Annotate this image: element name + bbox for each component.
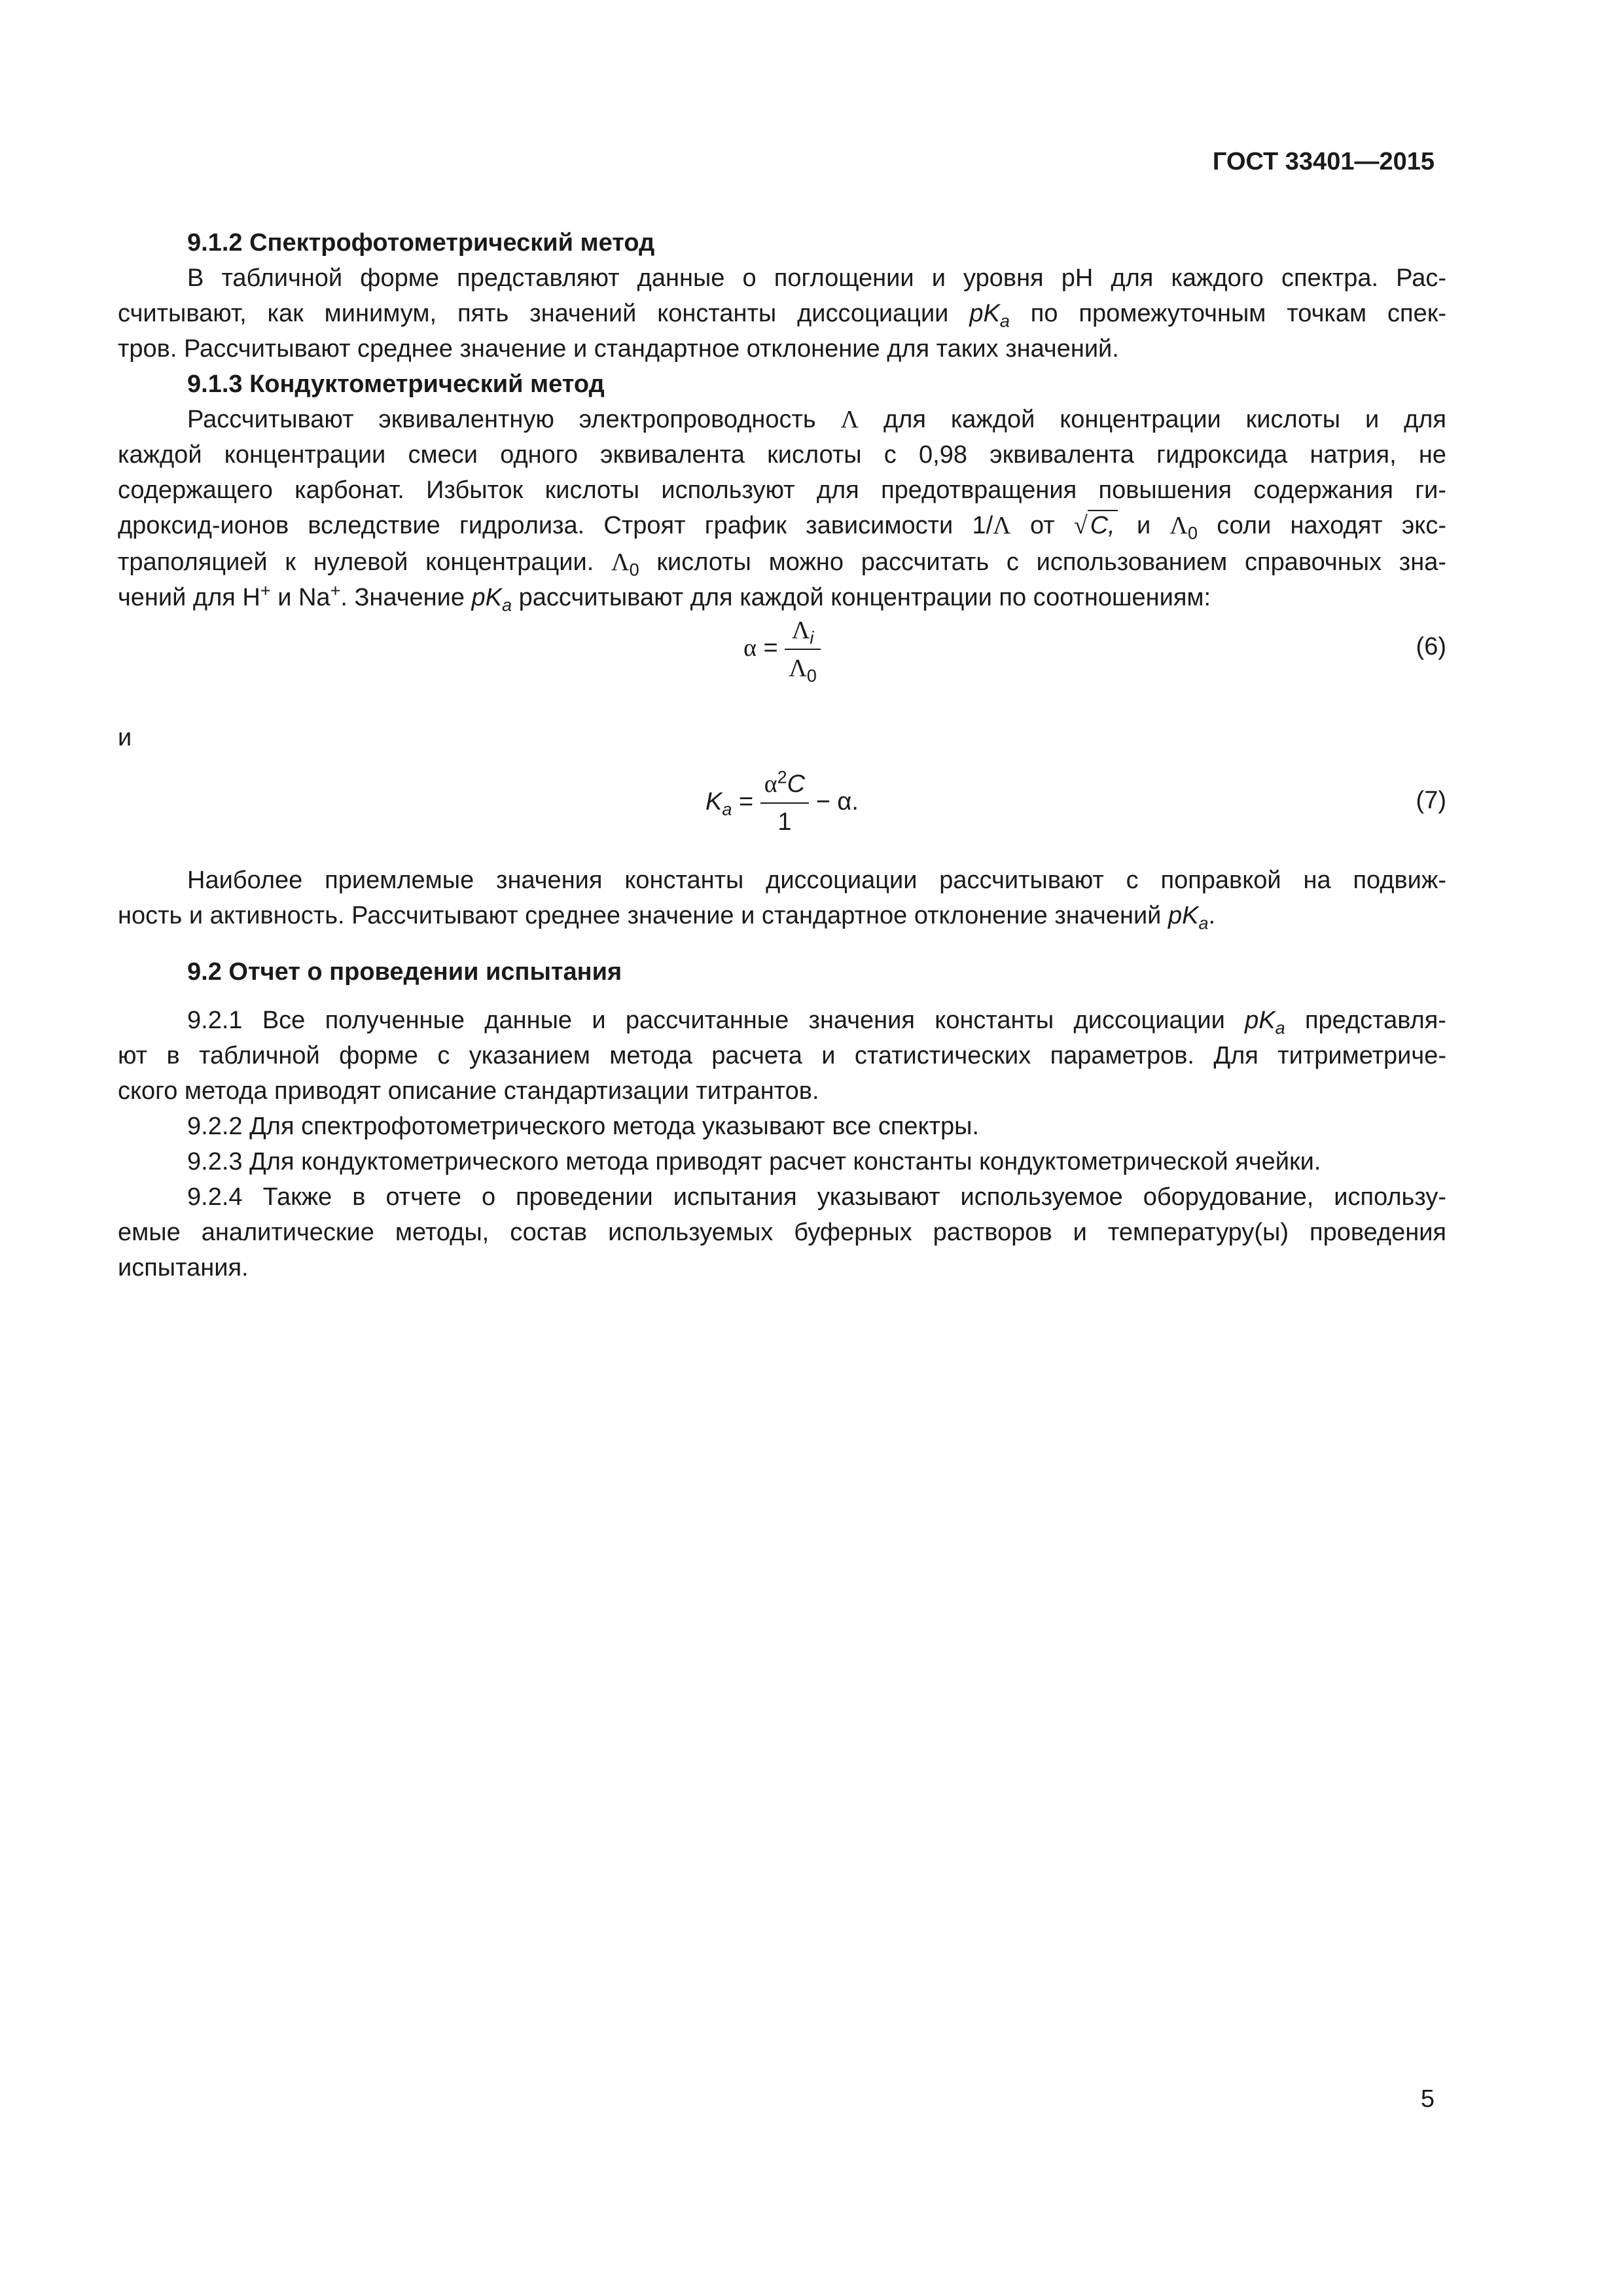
paragraph-line: 9.2.1 Все полученные данные и рассчитанные значения константы диссоциации $pK_a$ представля- <box>187 1007 1446 1038</box>
paragraph-line: ность и активность. Рассчитывают среднее значение и стандартное отклонение значений $pK_a$. <box>118 902 1216 933</box>
paragraph-line: емые аналитические методы, состав используемых буферных растворов и температуру(ы) проведения <box>118 1219 1446 1246</box>
section-title: 9.1.3 Кондуктометрический метод <box>187 370 605 398</box>
section-title: 9.1.2 Спектрофотометрический метод <box>187 229 655 257</box>
page-number: 5 <box>1420 2085 1435 2113</box>
fraction: $\frac{\alpha^2C}{1}$ <box>760 766 809 840</box>
section-title: 9.2 Отчет о проведении испытания <box>187 958 622 986</box>
document-header-id: ГОСТ 33401—2015 <box>1212 148 1435 175</box>
paragraph-line: траполяцией к нулевой концентрации. $\Lambda_0$ кислоты можно рассчитать с использованием справочных зна- <box>118 548 1446 580</box>
section-9-2-body <box>118 1003 1446 1285</box>
equation-body: $K_a$ = $\frac{\alpha^2C}{1}$ − α. <box>118 766 1446 840</box>
paragraph-line: испытания. <box>118 1254 249 1282</box>
paragraph-line: ют в табличной форме с указанием метода расчета и статистических параметров. Для титриметриче- <box>118 1042 1446 1069</box>
paragraph-line: 9.2.2 Для спектрофотометрического метода указывают все спектры. <box>187 1113 980 1140</box>
paragraph-accuracy <box>118 863 1446 933</box>
conjunction: и <box>118 724 132 751</box>
paragraph-line: Рассчитывают эквивалентную электропроводность Λ для каждой концентрации кислоты и для <box>187 406 1446 433</box>
fraction: $\frac{\Lambda_i}{\Lambda_0}$ <box>785 612 821 687</box>
paragraph-line: 9.2.3 Для кондуктометрического метода приводят расчет константы кондуктометрической ячейки. <box>187 1148 1321 1175</box>
paragraph-line: В табличной форме представляют данные о поглощении и уровня рН для каждого спектра. Рас- <box>187 264 1446 292</box>
paragraph-line: дроксид-ионов вследствие гидролиза. Строят график зависимости 1/Λ от √ C, и $\Lambda_0$ соли находят экс- <box>118 508 1446 545</box>
section-9-1-3 <box>118 367 1446 615</box>
paragraph-line: чений для H+ и Na+. Значение $pK_a$ рассчитывают для каждой концентрации по соотношениям: <box>118 581 1211 615</box>
paragraph-line: тров. Рассчитывают среднее значение и стандартное отклонение для таких значений. <box>118 335 1119 363</box>
section-9-1-2 <box>118 225 1446 367</box>
equation-number: (6) <box>1416 633 1446 660</box>
paragraph-line: каждой концентрации смеси одного эквивалента кислоты с 0,98 эквивалента гидроксида натрия, не <box>118 441 1446 469</box>
paragraph-line: считывают, как минимум, пять значений константы диссоциации $pK_a$ по промежуточным точкам спек- <box>118 300 1447 331</box>
equation-number: (7) <box>1416 787 1446 814</box>
section-9-2-title <box>118 954 1446 990</box>
paragraph-line: Наиболее приемлемые значения константы диссоциации рассчитывают с поправкой на подвиж- <box>187 867 1446 894</box>
paragraph-line: содержащего карбонат. Избыток кислоты используют для предотвращения повышения содержания ги- <box>118 476 1446 504</box>
paragraph-line: 9.2.4 Также в отчете о проведении испытания указывают используемое оборудование, использу- <box>187 1183 1446 1211</box>
sqrt-c: C, <box>1088 510 1118 540</box>
equation-6 <box>118 612 1446 691</box>
paragraph-line: ского метода приводят описание стандартизации титрантов. <box>118 1077 819 1105</box>
equation-body: α = $\frac{\Lambda_i}{\Lambda_0}$ <box>118 612 1446 687</box>
equation-7 <box>118 766 1446 844</box>
